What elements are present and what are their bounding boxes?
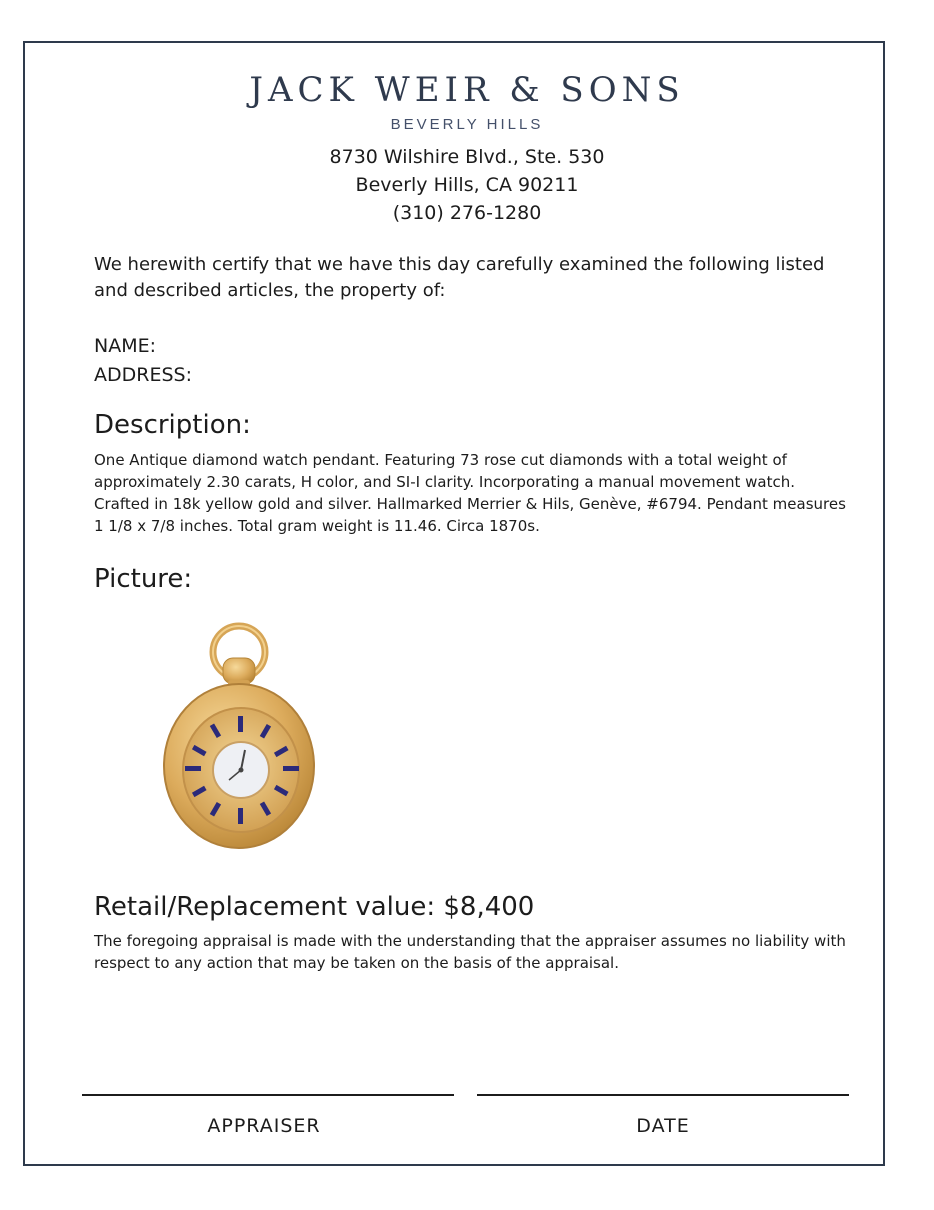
appraiser-signature-line xyxy=(82,1094,454,1096)
description-heading: Description: xyxy=(94,410,251,440)
disclaimer-text: The foregoing appraisal is made with the understanding that the appraiser assumes no liability with respect to any action that may be taken on the basis of the appraisal. xyxy=(94,932,846,972)
brand-location: BEVERLY HILLS xyxy=(390,116,544,133)
appraiser-label: APPRAISER xyxy=(207,1115,321,1137)
phone-number: (310) 276-1280 xyxy=(392,202,542,224)
brand-name: JACK WEIR & SONS xyxy=(249,70,685,110)
description-text: One Antique diamond watch pendant. Featuring 73 rose cut diamonds with a total weight of approximately 2.30 carats, H color, and SI-I clarity. Incorporating a manual movement watch. Crafted in 18k yellow gold and silver. Hallmarked Merrier & Hils, Genève, #6794. Pendant measures 1 1/8 x 7/8 inches. Total gram weight is 11.46. Circa 1870s. xyxy=(94,451,846,535)
date-signature-line xyxy=(477,1094,849,1096)
address-line-1: 8730 Wilshire Blvd., Ste. 530 xyxy=(329,146,605,168)
date-label: DATE xyxy=(636,1115,690,1137)
name-label: NAME: xyxy=(94,335,157,357)
watch-pendant-image xyxy=(155,618,325,858)
certification-text: We herewith certify that we have this day carefully examined the following listed and described articles, the property of: xyxy=(94,254,825,301)
address-label: ADDRESS: xyxy=(94,364,192,386)
picture-heading: Picture: xyxy=(94,564,193,594)
address-line-2: Beverly Hills, CA 90211 xyxy=(355,174,579,196)
replacement-value: Retail/Replacement value: $8,400 xyxy=(94,892,535,922)
